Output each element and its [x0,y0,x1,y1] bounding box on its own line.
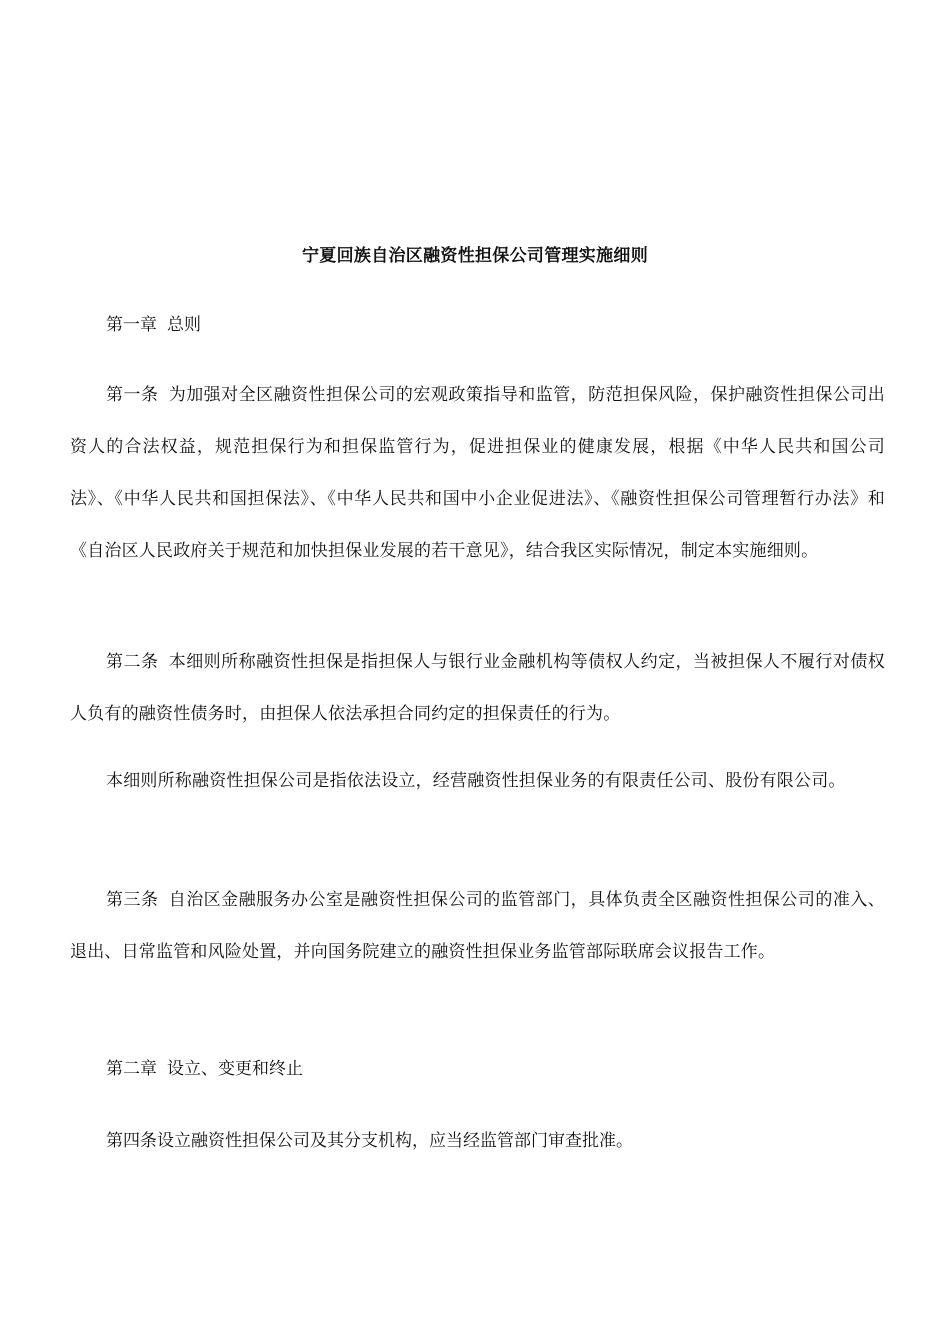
chapter-2-name: 设立、变更和终止 [167,1059,303,1079]
article-1-paragraph [70,369,885,577]
chapter-1-number: 第一章 [106,315,157,335]
chapter-1-heading [106,312,201,338]
document-title: 宁夏回族自治区融资性担保公司管理实施细则 [302,246,648,266]
chapter-1-name: 总则 [167,315,201,335]
article-1-number: 第一条 [106,385,159,405]
article-2-second-paragraph: 本细则所称融资性担保公司是指依法设立，经营融资性担保业务的有限责任公司、股份有限公司。 [106,771,846,791]
chapter-2-heading [106,1056,303,1082]
article-1-text: 为加强对全区融资性担保公司的宏观政策指导和监管，防范担保风险，保护融资性担保公司出资人的合法权益，规范担保行为和担保监管行为，促进担保业的健康发展，根据《中华人民共和国公司法》、《中华人民共和国担保法》、《中华人民共和国中小企业促进法》、《融资性担保公司管理暂行办法》和《自治区人民政府关于规范和加快担保业发展的若干意见》，结合我区实际情况，制定本实施细则。 [70,385,885,561]
article-3-paragraph [70,874,885,978]
article-2-paragraph [70,636,885,740]
article-3-number: 第三条 [106,890,159,910]
article-2-number: 第二条 [106,652,159,672]
article-3-text: 自治区金融服务办公室是融资性担保公司的监管部门，具体负责全区融资性担保公司的准入、退出、日常监管和风险处置，并向国务院建立的融资性担保业务监管部际联席会议报告工作。 [70,890,885,962]
article-4-paragraph: 第四条设立融资性担保公司及其分支机构，应当经监管部门审查批准。 [106,1131,633,1151]
article-2-text: 本细则所称融资性担保是指担保人与银行业金融机构等债权人约定，当被担保人不履行对债权人负有的融资性债务时，由担保人依法承担合同约定的担保责任的行为。 [70,652,885,724]
chapter-2-number: 第二章 [106,1059,157,1079]
